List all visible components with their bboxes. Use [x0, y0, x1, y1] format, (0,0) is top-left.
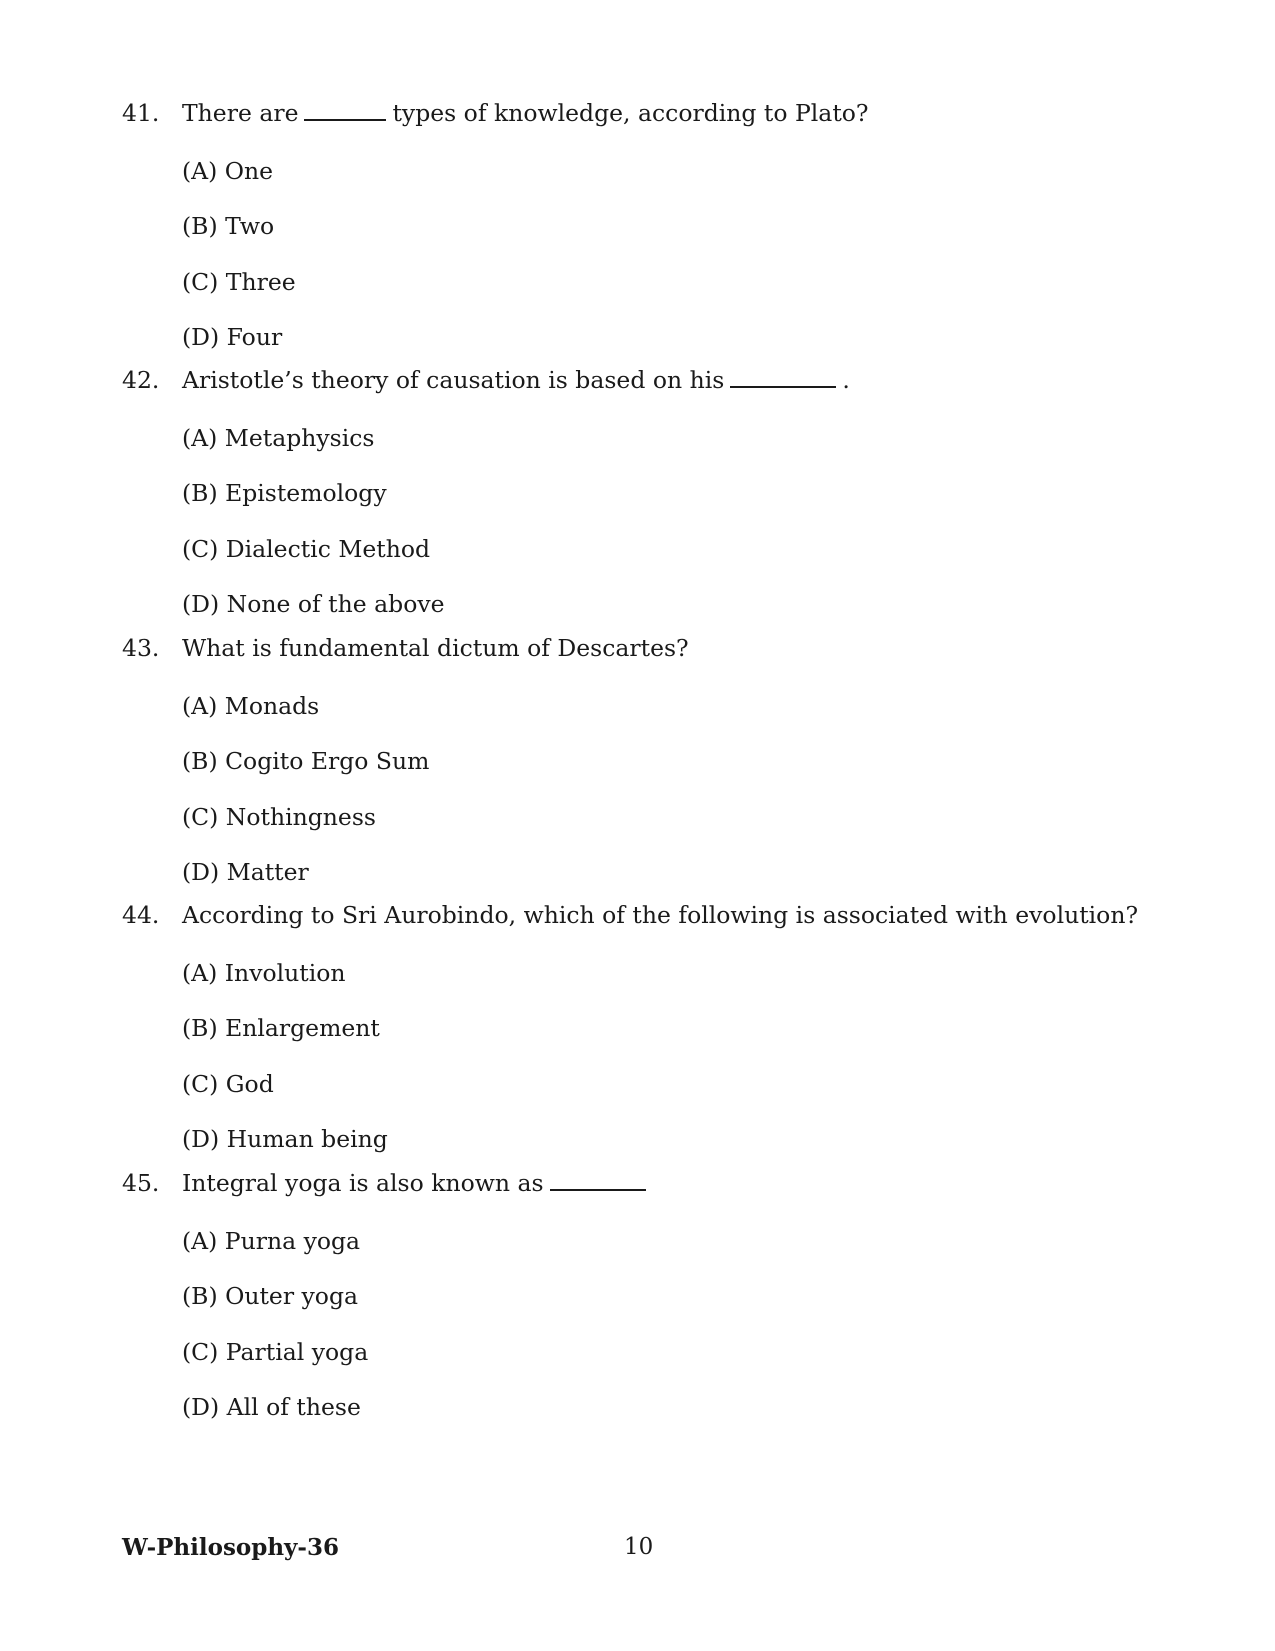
- option-a: (A) Purna yoga: [182, 1227, 361, 1255]
- fill-in-blank: [304, 99, 386, 121]
- option-d: (D) Matter: [182, 858, 309, 887]
- option-c: (C) Three: [182, 267, 296, 296]
- question-43: [122, 630, 1182, 901]
- question-text-before: There are: [182, 99, 299, 127]
- paper-code: W-Philosophy-36: [122, 1534, 339, 1561]
- fill-in-blank: [550, 1169, 646, 1191]
- option-c: (C) God: [182, 1069, 274, 1098]
- question-text-before: Aristotle’s theory of causation is based on his: [182, 366, 725, 394]
- question-text: According to Sri Aurobindo, which of the following is associated with evolution?: [182, 901, 1139, 929]
- question-41: [122, 95, 1182, 366]
- question-45: [122, 1165, 1182, 1436]
- question-text-after: .: [842, 366, 850, 394]
- fill-in-blank: [730, 366, 836, 388]
- option-d: (D) None of the above: [182, 590, 445, 619]
- option-a: (A) Monads: [182, 692, 320, 720]
- question-stem: [122, 897, 1182, 933]
- question-text: What is fundamental dictum of Descartes?: [182, 634, 689, 662]
- option-c: (C) Dialectic Method: [182, 534, 431, 563]
- option-d: (D) Human being: [182, 1125, 388, 1154]
- option-d: (D) Four: [182, 323, 283, 352]
- option-b: (B) Epistemology: [182, 479, 387, 508]
- options-list: [122, 946, 1182, 1168]
- question-42: [122, 362, 1182, 633]
- option-c: (C) Nothingness: [182, 802, 376, 831]
- question-stem: [122, 95, 1182, 131]
- option-b: (B) Cogito Ergo Sum: [182, 747, 430, 776]
- option-d: (D) All of these: [182, 1393, 361, 1422]
- question-stem: [122, 362, 1182, 398]
- question-number: 41.: [122, 99, 160, 127]
- options-list: [122, 144, 1182, 366]
- question-number: 44.: [122, 901, 160, 929]
- option-a: (A) Metaphysics: [182, 424, 375, 452]
- option-b: (B) Enlargement: [182, 1014, 380, 1043]
- option-b: (B) Outer yoga: [182, 1282, 359, 1311]
- option-a: (A) Involution: [182, 959, 346, 987]
- options-list: [122, 679, 1182, 901]
- question-44: [122, 897, 1182, 1168]
- options-list: [122, 1214, 1182, 1436]
- question-number: 42.: [122, 366, 160, 394]
- question-stem: [122, 630, 1182, 666]
- option-a: (A) One: [182, 157, 274, 185]
- question-stem: [122, 1165, 1182, 1201]
- options-list: [122, 411, 1182, 633]
- question-text-after: types of knowledge, according to Plato?: [392, 99, 869, 127]
- question-number: 43.: [122, 634, 160, 662]
- option-b: (B) Two: [182, 212, 275, 241]
- page-number: 10: [624, 1534, 654, 1560]
- question-number: 45.: [122, 1169, 160, 1197]
- option-c: (C) Partial yoga: [182, 1337, 369, 1366]
- question-text-before: Integral yoga is also known as: [182, 1169, 544, 1197]
